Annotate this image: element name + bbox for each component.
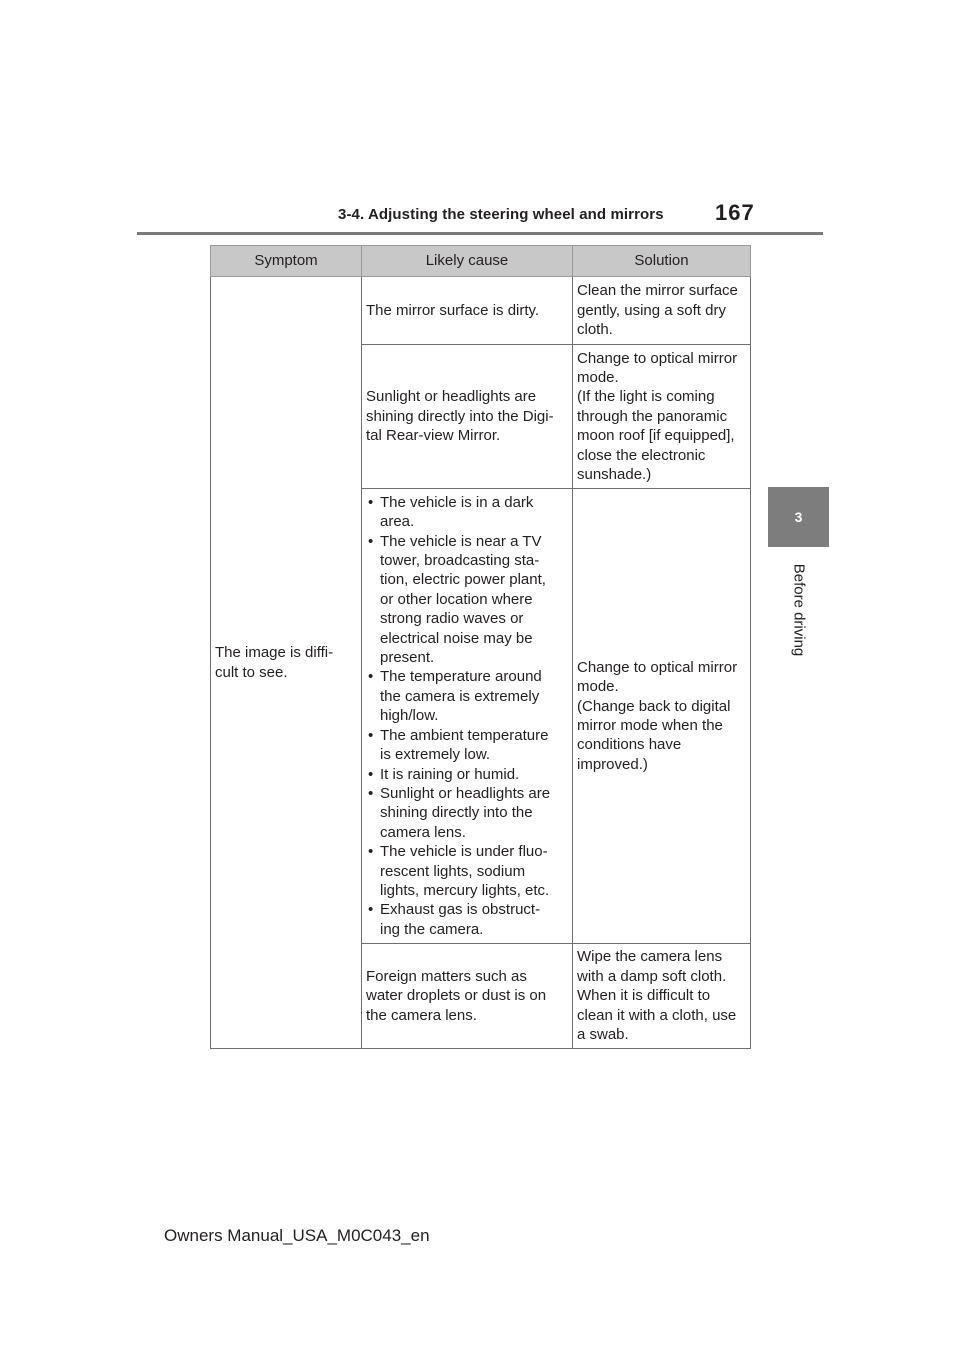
column-header-symptom: Symptom (211, 246, 362, 277)
chapter-tab (768, 487, 829, 547)
bullet-icon: • (368, 532, 374, 550)
page-number: 167 (715, 200, 755, 225)
solution-cell: Clean the mirror surface gently, using a soft dry cloth. (573, 277, 751, 345)
header-divider (137, 232, 823, 235)
cause-cell (362, 489, 573, 944)
solution-cell: Change to optical mirror mode. (Change back to digital mirror mode when the conditions have improved.) (573, 489, 751, 944)
cause-item-text: The vehicle is under fluo- rescent lights, sodium lights, mercury lights, etc. (380, 843, 550, 899)
solution-cell: Change to optical mirror mode. (If the light is coming through the panoramic moon roof [if equipped], close the electronic sunshade.) (573, 345, 751, 489)
cause-cell: The mirror surface is dirty. (362, 277, 573, 345)
table-header-row (211, 246, 751, 277)
list-item (366, 842, 568, 900)
symptom-text: The image is diffi- cult to see. (215, 644, 334, 681)
cause-item-text: Sunlight or headlights are shining directly into the camera lens. (380, 784, 551, 841)
list-item (366, 900, 568, 939)
column-header-likely-cause: Likely cause (362, 246, 573, 277)
bullet-icon: • (368, 901, 374, 919)
section-title: 3-4. Adjusting the steering wheel and mirrors (338, 206, 664, 223)
cause-cell: Sunlight or headlights are shining directly into the Digi- tal Rear-view Mirror. (362, 345, 573, 489)
bullet-icon: • (368, 493, 374, 511)
cause-item-text: The ambient temperature is extremely low. (380, 726, 549, 764)
column-header-solution: Solution (573, 246, 751, 277)
list-item (366, 784, 568, 842)
bullet-icon: • (368, 843, 374, 861)
solution-cell: Wipe the camera lens with a damp soft cloth. When it is difficult to clean it with a cloth, use a swab. (573, 944, 751, 1049)
chapter-number: 3 (794, 509, 803, 525)
list-item (366, 726, 568, 765)
list-item (366, 765, 568, 784)
list-item (366, 532, 568, 668)
troubleshooting-table (210, 245, 751, 1049)
cause-item-text: It is raining or humid. (380, 765, 520, 783)
bullet-icon: • (368, 765, 374, 783)
bullet-icon: • (368, 726, 374, 744)
cause-bullet-list (366, 493, 568, 939)
list-item (366, 667, 568, 725)
cause-item-text: The vehicle is in a dark area. (380, 493, 534, 531)
list-item (366, 493, 568, 532)
cause-item-text: The temperature around the camera is extremely high/low. (380, 668, 542, 725)
cause-item-text: Exhaust gas is obstruct- ing the camera. (380, 901, 541, 938)
bullet-icon: • (368, 784, 374, 802)
table-row (211, 277, 751, 345)
cause-item-text: The vehicle is near a TV tower, broadcasting sta- tion, electric power plant, or other location where strong radio waves or electrical noise may be present. (380, 532, 546, 667)
bullet-icon: • (368, 668, 374, 686)
symptom-cell (211, 277, 362, 1049)
cause-cell: Foreign matters such as water droplets or dust is on the camera lens. (362, 944, 573, 1049)
footer-doc-id: Owners Manual_USA_M0C043_en (164, 1226, 430, 1245)
chapter-label: Before driving (790, 563, 808, 657)
